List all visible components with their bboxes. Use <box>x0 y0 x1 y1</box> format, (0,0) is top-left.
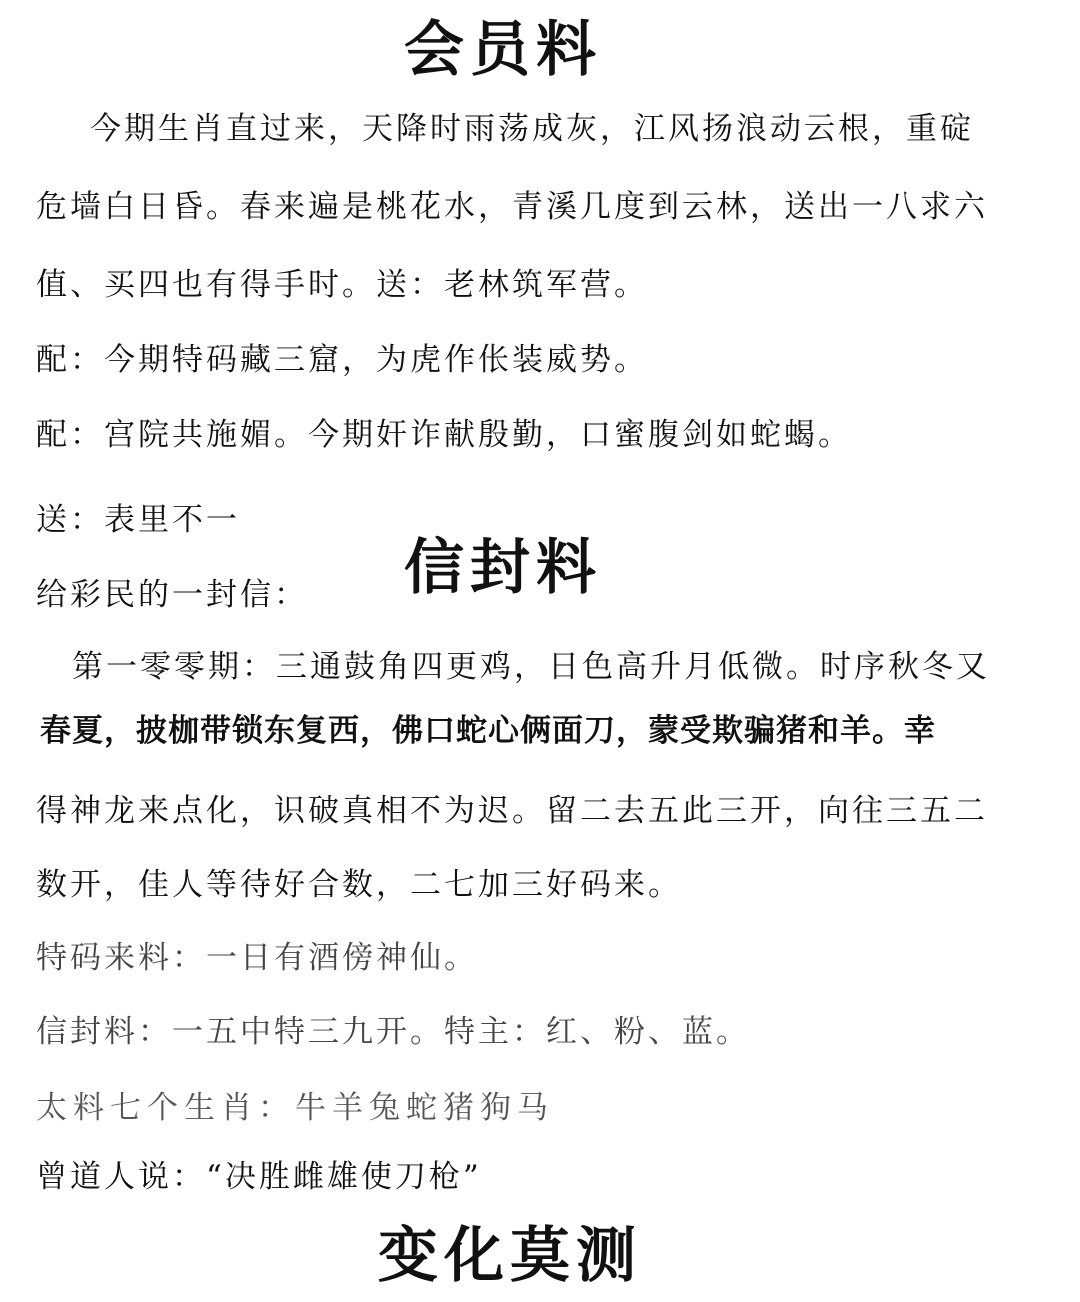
envelope-paragraph-line-4: 数开，佳人等待好合数，二七加三好码来。 <box>36 867 682 903</box>
section-title-change: 变化莫测 <box>378 1221 642 1291</box>
member-paragraph-line-2: 危墙白日昏。春来遍是桃花水，青溪几度到云林，送出一八求六 <box>36 189 988 225</box>
member-gift-line: 送：表里不一 <box>36 502 240 538</box>
member-pairing-line-1: 配：今期特码藏三窟，为虎作伥装威势。 <box>36 342 648 378</box>
letter-heading: 给彩民的一封信： <box>36 577 308 613</box>
envelope-paragraph-line-2: 春夏，披枷带锁东复西，佛口蛇心俩面刀，蒙受欺骗猪和羊。幸 <box>40 713 936 749</box>
section-title-envelope: 信封料 <box>404 533 602 603</box>
member-paragraph-line-3: 值、买四也有得手时。送：老林筑军营。 <box>36 267 648 303</box>
envelope-paragraph-line-3: 得神龙来点化，识破真相不为迟。留二去五此三开，向往三五二 <box>36 793 988 829</box>
zodiac-line: 太料七个生肖：牛羊兔蛇猪狗马 <box>36 1090 554 1126</box>
member-paragraph-line-1: 今期生肖直过来，天降时雨荡成灰，江风扬浪动云根，重碇 <box>90 111 974 147</box>
special-code-line: 特码来料：一日有酒傍神仙。 <box>36 940 478 976</box>
envelope-code-line: 信封料：一五中特三九开。特主：红、粉、蓝。 <box>36 1014 750 1050</box>
section-title-member: 会员料 <box>404 15 602 85</box>
quote-line: 曾道人说：“决胜雌雄使刀枪” <box>36 1159 482 1195</box>
member-pairing-line-2: 配：宫院共施媚。今期奸诈献殷勤，口蜜腹剑如蛇蝎。 <box>36 417 852 453</box>
envelope-paragraph-line-1: 第一零零期：三通鼓角四更鸡，日色高升月低微。时序秋冬又 <box>72 649 990 685</box>
